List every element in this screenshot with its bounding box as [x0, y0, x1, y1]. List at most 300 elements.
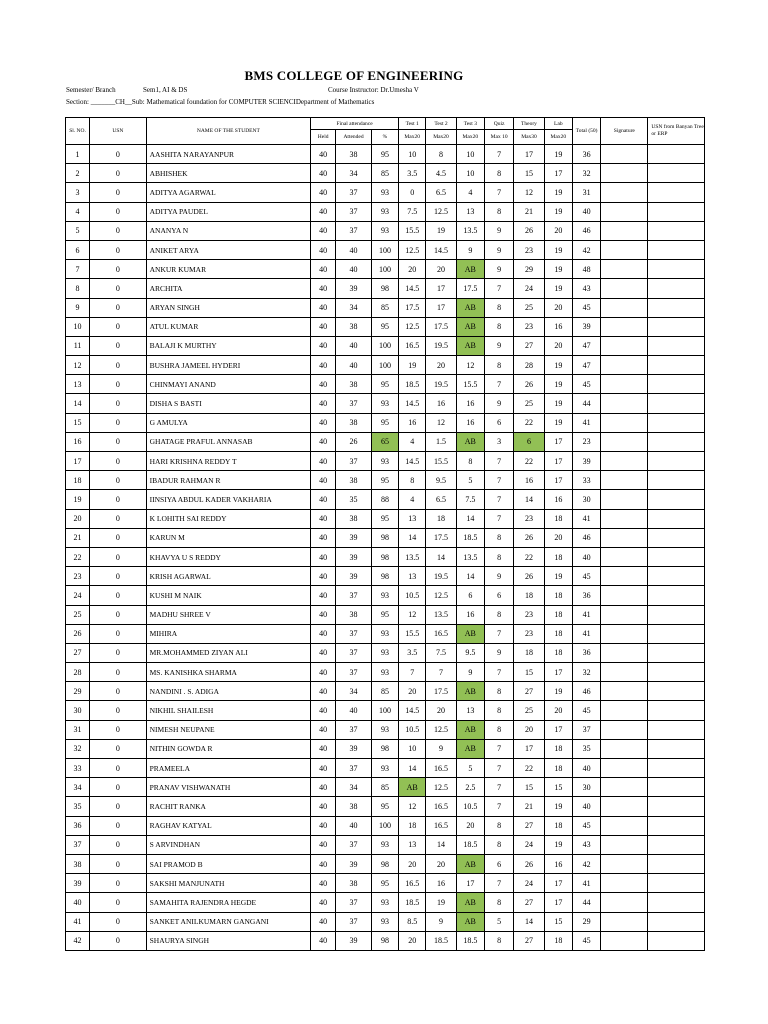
cell-name: ANANYA N — [146, 221, 310, 240]
cell-percent: 95 — [371, 874, 398, 893]
cell-slno: 8 — [66, 279, 90, 298]
cell-name: HARI KRISHNA REDDY T — [146, 452, 310, 471]
cell-test3: AB — [456, 260, 484, 279]
cell-test1: 20 — [399, 854, 426, 873]
cell-test1: 16 — [399, 413, 426, 432]
cell-name: KUSHI M NAIK — [146, 586, 310, 605]
cell-attended: 39 — [336, 279, 372, 298]
cell-signature — [601, 394, 648, 413]
cell-usn: 0 — [90, 931, 147, 950]
cell-quiz: 3 — [484, 432, 513, 451]
cell-test2: 17.5 — [426, 682, 456, 701]
header-max-test3: Max20 — [456, 130, 484, 145]
cell-test3: 13 — [456, 202, 484, 221]
cell-usn-from — [648, 183, 705, 202]
cell-total: 32 — [572, 663, 600, 682]
cell-signature — [601, 701, 648, 720]
cell-test3: 12 — [456, 356, 484, 375]
cell-usn: 0 — [90, 739, 147, 758]
header-total: Total (50) — [572, 118, 600, 145]
cell-usn: 0 — [90, 586, 147, 605]
cell-lab: 19 — [544, 682, 572, 701]
cell-usn: 0 — [90, 183, 147, 202]
cell-slno: 27 — [66, 643, 90, 662]
course-instructor: Course Instructor: Dr.Umesha V — [328, 86, 419, 94]
cell-quiz: 7 — [484, 624, 513, 643]
cell-theory: 27 — [514, 893, 544, 912]
cell-attended: 37 — [336, 202, 372, 221]
cell-held: 40 — [311, 240, 336, 259]
cell-signature — [601, 317, 648, 336]
cell-total: 31 — [572, 183, 600, 202]
cell-name: BUSHRA JAMEEL HYDERI — [146, 356, 310, 375]
cell-slno: 6 — [66, 240, 90, 259]
cell-test1: 17.5 — [399, 298, 426, 317]
cell-attended: 37 — [336, 624, 372, 643]
cell-total: 33 — [572, 471, 600, 490]
cell-theory: 12 — [514, 183, 544, 202]
cell-theory: 20 — [514, 720, 544, 739]
cell-test2: 9.5 — [426, 471, 456, 490]
cell-lab: 19 — [544, 797, 572, 816]
cell-held: 40 — [311, 394, 336, 413]
header-quiz: Quiz — [484, 118, 513, 130]
cell-test2: 14.5 — [426, 240, 456, 259]
cell-theory: 23 — [514, 509, 544, 528]
cell-lab: 20 — [544, 528, 572, 547]
cell-total: 48 — [572, 260, 600, 279]
cell-lab: 18 — [544, 509, 572, 528]
cell-quiz: 7 — [484, 874, 513, 893]
cell-test1: 13 — [399, 835, 426, 854]
cell-theory: 18 — [514, 643, 544, 662]
cell-slno: 9 — [66, 298, 90, 317]
semester-label: Semester/ Branch — [66, 86, 116, 94]
cell-usn: 0 — [90, 528, 147, 547]
cell-total: 47 — [572, 336, 600, 355]
cell-lab: 17 — [544, 452, 572, 471]
cell-slno: 35 — [66, 797, 90, 816]
cell-slno: 36 — [66, 816, 90, 835]
cell-signature — [601, 375, 648, 394]
cell-theory: 24 — [514, 279, 544, 298]
cell-usn: 0 — [90, 490, 147, 509]
cell-total: 47 — [572, 356, 600, 375]
cell-lab: 18 — [544, 739, 572, 758]
cell-usn-from — [648, 778, 705, 797]
cell-held: 40 — [311, 893, 336, 912]
cell-usn: 0 — [90, 720, 147, 739]
cell-lab: 17 — [544, 432, 572, 451]
cell-quiz: 8 — [484, 931, 513, 950]
cell-signature — [601, 547, 648, 566]
table-row — [66, 279, 705, 298]
cell-name: ARCHITA — [146, 279, 310, 298]
cell-slno: 14 — [66, 394, 90, 413]
cell-usn-from — [648, 797, 705, 816]
cell-held: 40 — [311, 624, 336, 643]
cell-test2: 8 — [426, 145, 456, 164]
table-row — [66, 452, 705, 471]
cell-percent: 95 — [371, 797, 398, 816]
cell-theory: 24 — [514, 874, 544, 893]
cell-total: 35 — [572, 739, 600, 758]
cell-held: 40 — [311, 183, 336, 202]
cell-test3: AB — [456, 682, 484, 701]
cell-slno: 20 — [66, 509, 90, 528]
cell-percent: 93 — [371, 394, 398, 413]
cell-slno: 2 — [66, 164, 90, 183]
cell-total: 44 — [572, 893, 600, 912]
cell-test2: 12.5 — [426, 778, 456, 797]
cell-slno: 29 — [66, 682, 90, 701]
cell-held: 40 — [311, 452, 336, 471]
cell-quiz: 9 — [484, 643, 513, 662]
cell-slno: 37 — [66, 835, 90, 854]
cell-slno: 16 — [66, 432, 90, 451]
cell-test1: 4 — [399, 432, 426, 451]
cell-name: SANKET ANILKUMARN GANGANI — [146, 912, 310, 931]
cell-test3: AB — [456, 739, 484, 758]
cell-test2: 15.5 — [426, 452, 456, 471]
cell-name: MIHIRA — [146, 624, 310, 643]
cell-usn: 0 — [90, 778, 147, 797]
cell-attended: 39 — [336, 547, 372, 566]
cell-test2: 19 — [426, 221, 456, 240]
cell-total: 40 — [572, 759, 600, 778]
cell-usn: 0 — [90, 356, 147, 375]
cell-test2: 17.5 — [426, 317, 456, 336]
cell-name: IBADUR RAHMAN R — [146, 471, 310, 490]
cell-slno: 19 — [66, 490, 90, 509]
cell-theory: 22 — [514, 413, 544, 432]
cell-usn-from — [648, 509, 705, 528]
cell-attended: 38 — [336, 317, 372, 336]
cell-usn-from — [648, 893, 705, 912]
cell-attended: 37 — [336, 720, 372, 739]
cell-name: KRISH AGARWAL — [146, 567, 310, 586]
cell-lab: 18 — [544, 547, 572, 566]
cell-test3: 9 — [456, 663, 484, 682]
college-title: BMS COLLEGE OF ENGINEERING — [244, 68, 464, 83]
table-row — [66, 854, 705, 873]
cell-percent: 93 — [371, 586, 398, 605]
cell-held: 40 — [311, 739, 336, 758]
cell-signature — [601, 298, 648, 317]
cell-attended: 34 — [336, 682, 372, 701]
cell-name: PRANAV VISHWANATH — [146, 778, 310, 797]
header-lab: Lab — [544, 118, 572, 130]
cell-usn-from — [648, 490, 705, 509]
cell-signature — [601, 567, 648, 586]
cell-name: MR.MOHAMMED ZIYAN ALI — [146, 643, 310, 662]
cell-usn: 0 — [90, 682, 147, 701]
cell-total: 42 — [572, 854, 600, 873]
cell-attended: 37 — [336, 893, 372, 912]
cell-percent: 100 — [371, 240, 398, 259]
cell-test2: 7.5 — [426, 643, 456, 662]
cell-usn: 0 — [90, 854, 147, 873]
cell-slno: 7 — [66, 260, 90, 279]
cell-usn: 0 — [90, 164, 147, 183]
cell-percent: 93 — [371, 912, 398, 931]
cell-signature — [601, 778, 648, 797]
header-held: Held — [311, 130, 336, 145]
cell-slno: 38 — [66, 854, 90, 873]
cell-theory: 27 — [514, 336, 544, 355]
table-row — [66, 145, 705, 164]
cell-test1: 12 — [399, 605, 426, 624]
cell-usn-from — [648, 528, 705, 547]
cell-total: 45 — [572, 701, 600, 720]
cell-name: GHATAGE PRAFUL ANNASAB — [146, 432, 310, 451]
cell-test2: 16 — [426, 394, 456, 413]
cell-lab: 19 — [544, 835, 572, 854]
cell-theory: 25 — [514, 394, 544, 413]
cell-test1: 20 — [399, 682, 426, 701]
cell-slno: 30 — [66, 701, 90, 720]
cell-test1: 13.5 — [399, 547, 426, 566]
cell-theory: 25 — [514, 298, 544, 317]
cell-test3: 7.5 — [456, 490, 484, 509]
cell-attended: 38 — [336, 874, 372, 893]
cell-test1: 4 — [399, 490, 426, 509]
cell-quiz: 7 — [484, 663, 513, 682]
cell-attended: 38 — [336, 797, 372, 816]
header-test1: Test 1 — [399, 118, 426, 130]
cell-held: 40 — [311, 912, 336, 931]
cell-signature — [601, 356, 648, 375]
cell-signature — [601, 797, 648, 816]
cell-percent: 98 — [371, 931, 398, 950]
cell-test3: 9 — [456, 240, 484, 259]
cell-attended: 38 — [336, 375, 372, 394]
cell-held: 40 — [311, 221, 336, 240]
cell-percent: 85 — [371, 778, 398, 797]
cell-usn: 0 — [90, 835, 147, 854]
cell-quiz: 7 — [484, 759, 513, 778]
cell-held: 40 — [311, 605, 336, 624]
cell-signature — [601, 931, 648, 950]
cell-held: 40 — [311, 490, 336, 509]
cell-attended: 34 — [336, 298, 372, 317]
cell-quiz: 7 — [484, 509, 513, 528]
cell-test3: AB — [456, 893, 484, 912]
cell-total: 46 — [572, 221, 600, 240]
cell-lab: 16 — [544, 317, 572, 336]
cell-theory: 26 — [514, 375, 544, 394]
cell-test3: 10 — [456, 145, 484, 164]
cell-signature — [601, 202, 648, 221]
cell-theory: 14 — [514, 490, 544, 509]
cell-test3: 5 — [456, 759, 484, 778]
cell-total: 43 — [572, 279, 600, 298]
cell-test3: AB — [456, 912, 484, 931]
cell-usn-from — [648, 643, 705, 662]
cell-theory: 22 — [514, 547, 544, 566]
cell-held: 40 — [311, 816, 336, 835]
cell-slno: 42 — [66, 931, 90, 950]
header-test2: Test 2 — [426, 118, 456, 130]
cell-test3: 8 — [456, 452, 484, 471]
cell-lab: 19 — [544, 567, 572, 586]
cell-usn: 0 — [90, 759, 147, 778]
cell-name: BALAJI K MURTHY — [146, 336, 310, 355]
cell-test2: 16 — [426, 874, 456, 893]
cell-slno: 24 — [66, 586, 90, 605]
cell-quiz: 9 — [484, 336, 513, 355]
cell-name: PRAMEELA — [146, 759, 310, 778]
cell-quiz: 7 — [484, 797, 513, 816]
cell-test2: 12 — [426, 413, 456, 432]
cell-usn: 0 — [90, 509, 147, 528]
cell-attended: 38 — [336, 509, 372, 528]
cell-test3: 17 — [456, 874, 484, 893]
cell-test1: 7.5 — [399, 202, 426, 221]
cell-quiz: 7 — [484, 471, 513, 490]
cell-usn-from — [648, 586, 705, 605]
cell-attended: 26 — [336, 432, 372, 451]
cell-total: 39 — [572, 452, 600, 471]
cell-lab: 19 — [544, 356, 572, 375]
cell-slno: 13 — [66, 375, 90, 394]
cell-quiz: 9 — [484, 221, 513, 240]
cell-lab: 20 — [544, 701, 572, 720]
cell-quiz: 9 — [484, 567, 513, 586]
cell-percent: 85 — [371, 164, 398, 183]
cell-name: RAGHAV KATYAL — [146, 816, 310, 835]
cell-lab: 19 — [544, 183, 572, 202]
cell-test2: 17.5 — [426, 528, 456, 547]
cell-quiz: 7 — [484, 452, 513, 471]
cell-percent: 93 — [371, 720, 398, 739]
cell-total: 45 — [572, 816, 600, 835]
cell-lab: 17 — [544, 874, 572, 893]
cell-attended: 34 — [336, 164, 372, 183]
cell-held: 40 — [311, 874, 336, 893]
cell-quiz: 7 — [484, 739, 513, 758]
cell-percent: 95 — [371, 509, 398, 528]
cell-percent: 95 — [371, 317, 398, 336]
cell-usn-from — [648, 874, 705, 893]
cell-quiz: 8 — [484, 202, 513, 221]
cell-held: 40 — [311, 720, 336, 739]
cell-slno: 23 — [66, 567, 90, 586]
cell-lab: 19 — [544, 145, 572, 164]
cell-test1: 19 — [399, 356, 426, 375]
table-row — [66, 567, 705, 586]
cell-attended: 40 — [336, 260, 372, 279]
cell-test3: AB — [456, 298, 484, 317]
table-row — [66, 183, 705, 202]
cell-test3: 4 — [456, 183, 484, 202]
table-row — [66, 778, 705, 797]
cell-signature — [601, 893, 648, 912]
cell-held: 40 — [311, 298, 336, 317]
marks-table — [65, 117, 705, 951]
header-max-test1: Max20 — [399, 130, 426, 145]
cell-theory: 23 — [514, 624, 544, 643]
cell-held: 40 — [311, 567, 336, 586]
cell-test1: 14.5 — [399, 452, 426, 471]
cell-theory: 23 — [514, 605, 544, 624]
cell-test1: 3.5 — [399, 164, 426, 183]
cell-theory: 23 — [514, 240, 544, 259]
cell-lab: 17 — [544, 663, 572, 682]
cell-held: 40 — [311, 164, 336, 183]
cell-name: ANIKET ARYA — [146, 240, 310, 259]
cell-percent: 98 — [371, 739, 398, 758]
cell-test1: AB — [399, 778, 426, 797]
cell-signature — [601, 471, 648, 490]
cell-total: 41 — [572, 605, 600, 624]
cell-usn: 0 — [90, 893, 147, 912]
cell-signature — [601, 452, 648, 471]
cell-attended: 37 — [336, 586, 372, 605]
cell-usn: 0 — [90, 298, 147, 317]
cell-name: NANDINI . S. ADIGA — [146, 682, 310, 701]
cell-test3: 13 — [456, 701, 484, 720]
table-row — [66, 375, 705, 394]
cell-test2: 20 — [426, 854, 456, 873]
cell-total: 43 — [572, 835, 600, 854]
table-row — [66, 701, 705, 720]
cell-signature — [601, 279, 648, 298]
cell-usn-from — [648, 682, 705, 701]
table-row — [66, 298, 705, 317]
cell-theory: 22 — [514, 759, 544, 778]
cell-signature — [601, 490, 648, 509]
cell-usn: 0 — [90, 912, 147, 931]
cell-test1: 3.5 — [399, 643, 426, 662]
cell-usn-from — [648, 739, 705, 758]
cell-held: 40 — [311, 528, 336, 547]
cell-total: 32 — [572, 164, 600, 183]
cell-usn-from — [648, 605, 705, 624]
cell-usn-from — [648, 375, 705, 394]
table-row — [66, 164, 705, 183]
cell-usn: 0 — [90, 452, 147, 471]
cell-total: 29 — [572, 912, 600, 931]
cell-attended: 39 — [336, 739, 372, 758]
cell-name: MADHU SHREE V — [146, 605, 310, 624]
cell-quiz: 6 — [484, 586, 513, 605]
cell-total: 45 — [572, 567, 600, 586]
cell-usn-from — [648, 356, 705, 375]
cell-usn: 0 — [90, 701, 147, 720]
cell-signature — [601, 164, 648, 183]
cell-test2: 9 — [426, 912, 456, 931]
cell-slno: 1 — [66, 145, 90, 164]
cell-percent: 100 — [371, 336, 398, 355]
cell-attended: 38 — [336, 413, 372, 432]
cell-percent: 95 — [371, 471, 398, 490]
cell-percent: 93 — [371, 835, 398, 854]
cell-total: 36 — [572, 586, 600, 605]
table-row — [66, 413, 705, 432]
cell-percent: 93 — [371, 663, 398, 682]
header-max-theory: Max30 — [514, 130, 544, 145]
cell-test3: 5 — [456, 471, 484, 490]
cell-theory: 27 — [514, 931, 544, 950]
cell-usn: 0 — [90, 605, 147, 624]
cell-lab: 19 — [544, 279, 572, 298]
cell-usn-from — [648, 759, 705, 778]
cell-slno: 5 — [66, 221, 90, 240]
cell-name: ANKUR KUMAR — [146, 260, 310, 279]
header-max-test2: Max20 — [426, 130, 456, 145]
cell-held: 40 — [311, 797, 336, 816]
